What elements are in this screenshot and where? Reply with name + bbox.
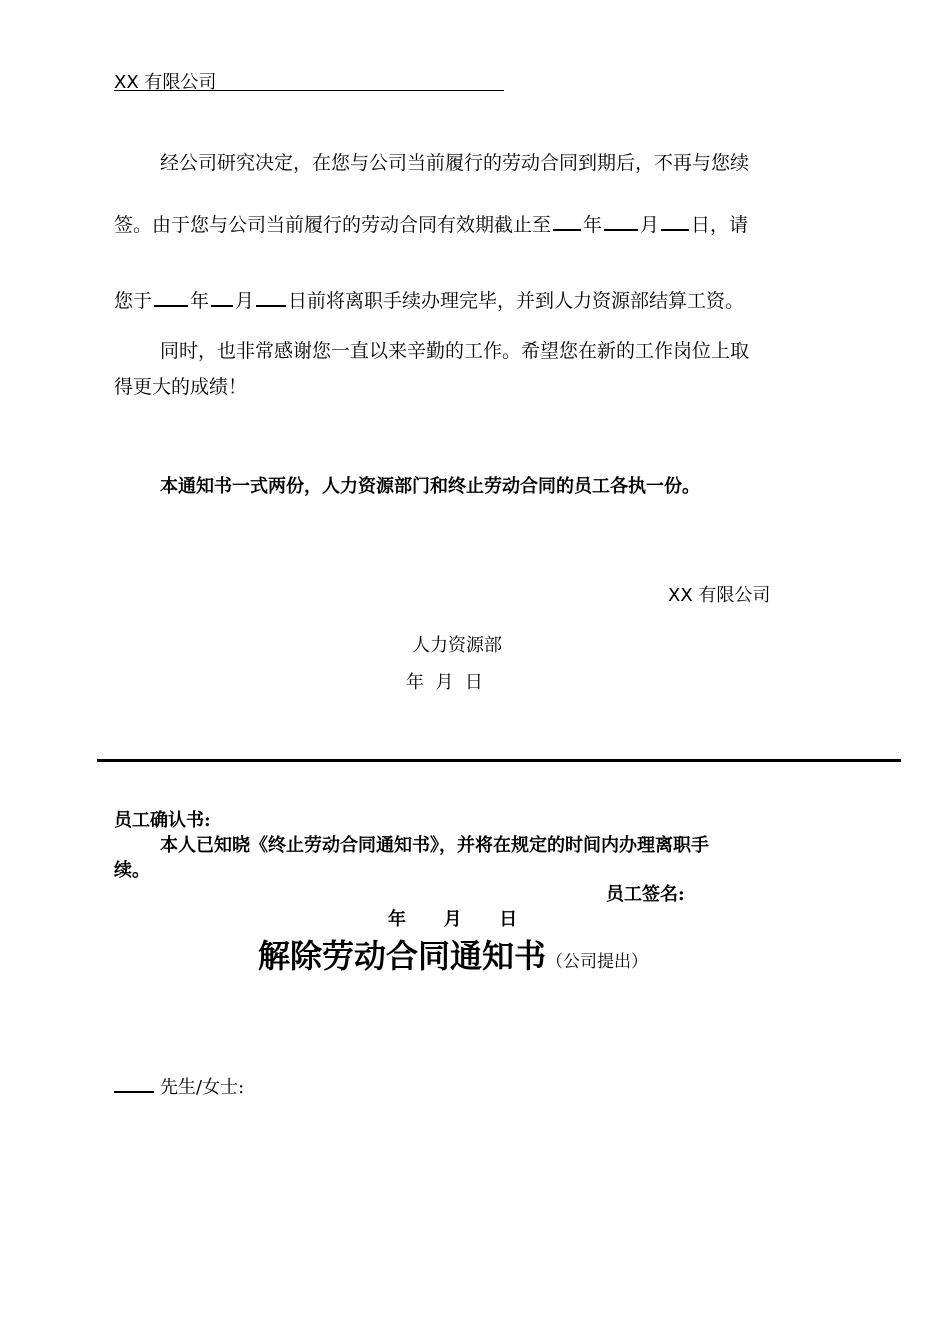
sign-department: 人力资源部 — [412, 635, 502, 656]
notice-subtitle: （公司提出） — [546, 952, 649, 972]
header-company-text: XX 有限公司 — [114, 72, 217, 93]
name-blank — [114, 1073, 154, 1093]
copies-note: 本通知书一式两份，人力资源部门和终止劳动合同的员工各执一份。 — [160, 476, 700, 497]
body-para-2-line-2: 得更大的成绩！ — [114, 376, 248, 398]
year-blank — [154, 287, 188, 307]
confirm-text-line-1: 本人已知晓《终止劳动合同通知书》，并将在规定的时间内办理离职手 — [160, 835, 709, 856]
confirm-text-line-2: 续。 — [114, 860, 150, 881]
body-line-3-month: 月 — [235, 290, 255, 312]
body-line-1: 经公司研究决定，在您与公司当前履行的劳动合同到期后，不再与您续 — [160, 152, 750, 174]
notice-title-block — [258, 931, 648, 977]
sign-date: 年 月 日 — [406, 672, 483, 693]
body-line-2-month: 月 — [640, 214, 660, 236]
salutation-text: 先生/女士: — [160, 1077, 245, 1098]
body-line-3-text-b: 日前将离职手续办理完毕，并到人力资源部结算工资。 — [288, 290, 745, 312]
body-line-2-day: 日，请 — [691, 214, 749, 236]
body-line-2-text: 签。由于您与公司当前履行的劳动合同有效期截止至 — [114, 214, 552, 236]
body-line-3-year: 年 — [190, 290, 210, 312]
body-line-2 — [114, 210, 748, 237]
body-line-3-text-a: 您于 — [114, 290, 153, 312]
month-blank — [211, 287, 233, 307]
header-company — [114, 68, 504, 91]
body-line-2-year: 年 — [583, 214, 603, 236]
day-blank — [661, 211, 689, 231]
salutation — [114, 1073, 244, 1099]
body-para-2-line-1: 同时，也非常感谢您一直以来辛勤的工作。希望您在新的工作岗位上取 — [160, 340, 750, 362]
confirm-date: 年 月 日 — [388, 909, 518, 930]
employee-signature-label: 员工签名: — [606, 884, 685, 905]
day-blank — [256, 287, 286, 307]
month-blank — [604, 211, 638, 231]
confirm-title: 员工确认书: — [114, 810, 211, 831]
sign-company: XX 有限公司 — [668, 585, 771, 606]
notice-title: 解除劳动合同通知书 — [258, 937, 547, 975]
section-divider — [97, 759, 901, 762]
year-blank — [553, 211, 581, 231]
body-line-3 — [114, 286, 744, 313]
